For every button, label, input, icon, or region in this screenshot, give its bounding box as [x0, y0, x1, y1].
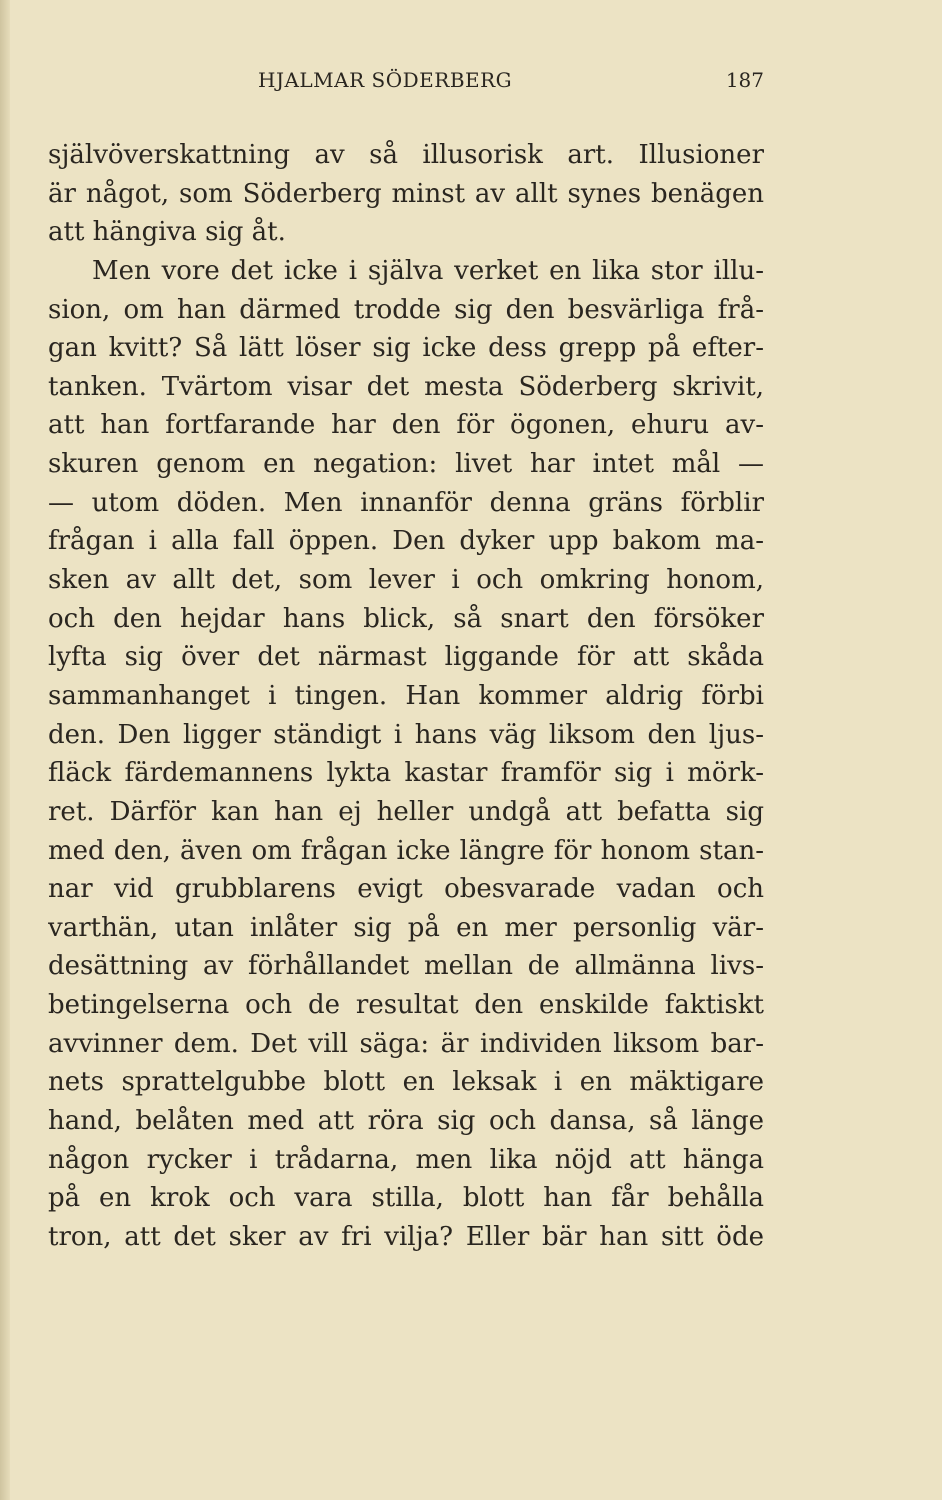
- text-line: tron, att det sker av fri vilja? Eller bär han sitt öde: [48, 1221, 764, 1252]
- text-line: skuren genom en negation: livet har intet mål —: [48, 449, 764, 480]
- page-number: 187: [725, 68, 764, 92]
- text-line: hand, belåten med att röra sig och dansa, så länge: [48, 1106, 764, 1137]
- text-line: betingelserna och de resultat den enskilde faktiskt: [48, 990, 764, 1021]
- running-head: HJALMAR SÖDERBERG: [258, 68, 513, 92]
- text-line: sken av allt det, som lever i och omkring honom,: [48, 565, 764, 596]
- text-line: nar vid grubblarens evigt obesvarade vadan och: [48, 874, 764, 905]
- text-line: sammanhanget i tingen. Han kommer aldrig förbi: [48, 680, 764, 711]
- text-line: är något, som Söderberg minst av allt synes benägen: [48, 178, 764, 209]
- text-line: och den hejdar hans blick, så snart den försöker: [48, 603, 764, 634]
- text-line: tanken. Tvärtom visar det mesta Söderberg skrivit,: [48, 371, 764, 402]
- page-header: [48, 68, 764, 104]
- text-line: lyfta sig över det närmast liggande för att skåda: [48, 642, 764, 673]
- text-line: med den, även om frågan icke längre för honom stan-: [48, 835, 764, 866]
- text-line: ret. Därför kan han ej heller undgå att befatta sig: [48, 796, 764, 827]
- text-line: att han fortfarande har den för ögonen, ehuru av-: [48, 410, 764, 441]
- text-line: självöverskattning av så illusorisk art. Illusioner: [48, 140, 764, 170]
- text-line: frågan i alla fall öppen. Den dyker upp bakom ma-: [48, 526, 764, 557]
- text-line: varthän, utan inlåter sig på en mer personlig vär-: [48, 912, 764, 943]
- text-line: någon rycker i trådarna, men lika nöjd att hänga: [48, 1144, 764, 1175]
- text-line: sion, om han därmed trodde sig den besvärliga frå-: [48, 294, 764, 325]
- text-line: på en krok och vara stilla, blott han får behålla: [48, 1183, 764, 1214]
- text-line: den. Den ligger ständigt i hans väg liksom den ljus-: [48, 719, 764, 750]
- body-text: [48, 136, 764, 1257]
- text-line: avvinner dem. Det vill säga: är individen liksom bar-: [48, 1028, 764, 1059]
- text-line: — utom döden. Men innanför denna gräns förblir: [48, 487, 764, 518]
- page-binding-edge: [0, 0, 10, 1500]
- text-line: fläck färdemannens lykta kastar framför sig i mörk-: [48, 758, 764, 789]
- text-line: Men vore det icke i själva verket en lika stor illu-: [92, 255, 764, 286]
- text-line: desättning av förhållandet mellan de allmänna livs-: [48, 951, 764, 982]
- text-line: att hängiva sig åt.: [48, 217, 286, 248]
- text-line: nets sprattelgubbe blott en leksak i en mäktigare: [48, 1067, 764, 1098]
- text-line: gan kvitt? Så lätt löser sig icke dess grepp på efter-: [48, 333, 764, 364]
